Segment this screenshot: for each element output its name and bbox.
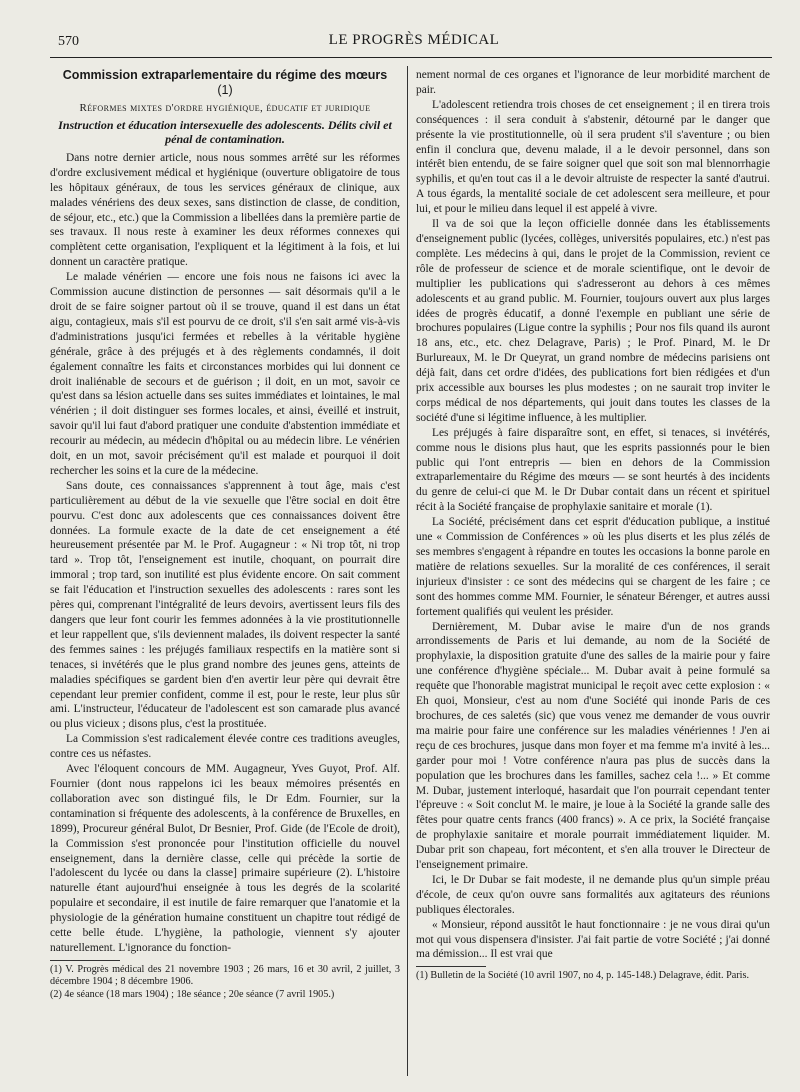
paragraph: nement normal de ces organes et l'ignorance de leur morbidité marchent de pair. xyxy=(416,69,770,96)
article-title-note: (1) xyxy=(217,83,233,97)
column-divider xyxy=(407,66,408,1076)
article-title-text: Commission extraparlementaire du régime des mœurs xyxy=(62,68,388,82)
paragraph: Dernièrement, M. Dubar avise le maire d'un de nos grands arrondissements de Paris et lui demande, au nom de la Société de prophylaxie, la disposition gratuite d'une des salles de la mairie pour y faire une conférence d'hygiène spéciale... M. Dubar avait à peine formulé sa requête que l'honorable magistrat municipal le reçoit avec cette explosion : « Eh quoi, Monsieur, c'est au nom d'une Société qui inonde Paris de ces brochures, de ces saletés (sic) que vous venez me demander de vous ouvrir ma mairie pour faire une conférence sur les maladies vénériennes ! J'en ai reçu de ces brochures, jusque dans mon foyer et ma femme m'a invité à les... garder pour moi ! Votre conférence n'aura pas plus de succès dans la population que les brochures dans les familles, sachez cela !... » Et comme M. Dubar, justement interloqué, hasardait que l'on pourrait cependant tenter l'épreuve : « Soit conclut M. le maire, je loue à la Société la grande salle des fêtes pour quatre cents francs (400 francs) ». A ce prix, la Société française de prophylaxie sanitaire et morale pourrait immédiatement liquider. M. Dubar prit son chapeau, fort mécontent, et s'en alla trouver le Directeur de l'enseignement primaire. xyxy=(416,620,770,872)
footnote: (1) V. Progrès médical des 21 novembre 1903 ; 26 mars, 16 et 30 avril, 2 juillet, 3 décembre 1904 ; 8 décembre 1906. xyxy=(50,963,400,988)
footnote-rule xyxy=(50,960,120,961)
footnote: (2) 4e séance (18 mars 1904) ; 18e séance ; 20e séance (7 avril 1905.) xyxy=(50,989,335,1001)
paragraph: L'adolescent retiendra trois choses de cet enseignement ; il en tirera trois conséquences : il sera conduit à s'abstenir, détourné par le danger que présente la vie prostitutionnelle, où il sera prudent s'il s'aventure ; ou bien enfin il conclura que, devenu malade, il a le devoir personnel, dans son intérêt bien entendu, de se faire soigner quel que soit son mal blennorrhagie syphilis, et qu'en tout cas il a le devoir altruiste de respecter la santé d'autrui. A tous égards, la mentalité sociale de cet adolescent sera meilleure, et pour lui, et pour le milieu dans lequel il est appelé à vivre. xyxy=(416,98,770,216)
footnote-rule xyxy=(416,966,486,967)
paragraph: Le malade vénérien — encore une fois nous ne faisons ici avec la Commission aucune distinction de personnes — sait désormais qu'il a le droit de se faire soigner partout où il se trouve, quand il est dans un état aigu, contagieux, mais s'il est pourvu de ce droit, s'il s'en sait armé vis-à-vis d'administrations jusqu'ici fermées et rebelles à la véritable hygiène générale, grâce à des préjugés et à des règlements condamnés, il doit également connaître les faits et circonstances morbides qui lui donnent ce droit inaliénable de secours et de guérison ; il doit, en un mot, savoir ce qu'est dans sa lésion actuelle dans ses suites immédiates et lointaines, le mal vénérien ; il doit distinguer ses formes locales, et ainsi, éveillé et instruit, savoir qu'il lui faut d'abord pratiquer une conduite d'abstention immédiate et recourir au médecin, au médecin d'hôpital ou au médecin libre. Le vénérien doit, en un mot, savoir précisément qu'il est malade et pourquoi il doit rechercher les soins et la cure de la médecine. xyxy=(50,271,400,477)
article-title xyxy=(50,68,400,98)
paragraph: La Société, précisément dans cet esprit d'éducation publique, a institué une « Commission de Conférences » où les plus diserts et les plus zélés de ses membres s'engagent à répandre en toutes les occasions la bonne parole en matière de relations sexuelles. Sur la moralité de ces conférences, il serait injurieux d'insister : ce sont des médecins qui se chargent de les faire ; ce sont des hommes comme MM. Fournier, le sénateur Bérenger, et autres aussi fortement qualifiés qui veulent les présider. xyxy=(416,516,770,618)
paragraph: « Monsieur, répond aussitôt le haut fonctionnaire : je ne vous dirai qu'un mot qui vous dispensera d'insister. J'ai fait partie de votre Société ; j'ai donné ma démission... Il est vrai que xyxy=(416,918,770,961)
paragraph: Dans notre dernier article, nous nous sommes arrêté sur les réformes d'ordre exclusivement médical et hygiénique (ouverture obligatoire de tous les hôpitaux généraux, de tous les services généraux de clinique, aux malades vénériens des deux sexes, sans distinction de classe, de condition, de séjour, etc., etc.) que la Commission a libellées dans la première partie de ses travaux. Il nous reste à examiner les deux réformes connexes qui complètent cette organisation, l'expliquent et la légitiment à la fois, et lui donnent un caractère pratique. xyxy=(50,151,400,269)
page-number: 570 xyxy=(58,34,79,49)
article-subhead: Instruction et éducation intersexuelle des adolescents. Délits civil et pénal de contamination. xyxy=(58,117,392,147)
running-title: LE PROGRÈS MÉDICAL xyxy=(328,32,500,48)
paragraph: Il va de soi que la leçon officielle donnée dans les établissements d'enseignement public (lycées, collèges, universités populaires, etc.) n'est pas complète. Les médecins à qui, dans le projet de la Commission, revient ce rôle de professeur de science et de morale scientifique, ont le devoir de multiplier les publications qui s'adresseront au dehors à ces mêmes adolescents et au grand public. M. Fournier, toujours ouvert aux plus larges idées de progrès éducatif, a donné l'exemple en publiant une série de brochures populaires (Ligue contre la syphilis ; Pour nos fils quand ils auront 18 ans, etc., etc. chez Delagrave, Paris) ; le Prof. Pinard, M. le Dr Burlureaux, M. le Dr Queyrat, un grand nombre de médecins parisiens ont déjà fait, dans cet ordre d'idées, des publications fort bien rédigées et d'un prix accessible aux bourses les plus modestes ; on ne saurait trop inviter le corps médical de nos départements, qui jouit dans toutes les classes de la société d'une si légitime influence, à les multiplier. xyxy=(416,218,770,424)
header-rule xyxy=(50,57,772,58)
footnote: (1) Bulletin de la Société (10 avril 1907, no 4, p. 145-148.) Delagrave, édit. Paris. xyxy=(416,970,749,982)
paragraph: Les préjugés à faire disparaître sont, en effet, si tenaces, si invétérés, comme nous le disions plus haut, que les esprits passionnés pour le bien public qui l'ont entrepris — bien en dehors de la Commission extraparlementaire du Régime des mœurs — se sont heurtés à des incidents du genre de celui-ci que M. le Dr Dubar contait dans un récent et spirituel récit à la Société française de prophylaxie sanitaire et morale (1). xyxy=(416,426,770,514)
paragraph: La Commission s'est radicalement élevée contre ces traditions aveugles, contre ces us néfastes. xyxy=(50,733,400,761)
paragraph: Sans doute, ces connaissances s'apprennent à tout âge, mais c'est particulièrement au début de la vie sexuelle que l'être social en doit être pourvu. C'est donc aux adolescents que ces connaissances doivent être données. La formule exacte de la date de cet enseignement a été heureusement présentée par M. le Prof. Augagneur : « Ni trop tôt, ni trop tard ». Trop tôt, l'enseignement est inutile, choquant, on pourrait dire immoral ; trop tard, son inutilité est plus évidente encore. On sait comment se fait l'éducation et l'instruction sexuelles des adolescents : rares sont les pères qui, comprenant l'intégralité de leurs devoirs, avertissent leurs fils des dangers que leur font courir les femmes adonnées à la vie prostitutionnelle et leur rappellent que, s'ils deviennent malades, ils doivent respecter la santé des femmes saines : les préjugés familiaux respectifs en la matière sont si tenaces, si invétérés que le plus grand nombre des jeunes gens, atteints de maladies spécifiques se gardent bien d'en avertir leur père qui devrait être cependant leur premier confident, comme il est, pour le reste, leur plus sûr ami. L'instructeur, l'éducateur de l'adolescent est son camarade plus avancé ou plus vicieux ; disons plus, c'est la prostituée. xyxy=(50,479,400,731)
left-column xyxy=(50,68,400,1002)
article-subtitle: Réformes mixtes d'ordre hygiénique, éducatif et juridique xyxy=(79,102,371,114)
paragraph: Avec l'éloquent concours de MM. Augagneur, Yves Guyot, Prof. Alf. Fournier (dont nous rappelons ici les beaux mémoires présentés en collaboration avec son distingué fils, le Dr Edm. Fournier, sur la contamination si fréquente des adolescents, à la conférence de Bruxelles, en 1899), Procureur général Bulot, Dr Besnier, Prof. Gide (de l'Ecole de droit), la Commission s'est prononcée pour l'institution officielle du nouvel enseignement, dans la dernière classe, celle qui précède la sortie de l'adolescent du lycée ou dans la classe] primaire supérieure (2). L'histoire naturelle étant aujourd'hui enseignée à tous les degrés de la scolarité populaire et secondaire, il est inutile de faire remarquer que l'anatomie et la physiologie de la génération humaine constituent un chapitre tout rédigé de cette belle étude. L'hygiène, la pathologie, viennent s'y ajouter naturellement. L'ignorance du fonction- xyxy=(50,763,400,954)
paragraph: Ici, le Dr Dubar se fait modeste, il ne demande plus qu'un simple préau d'école, de ceux qu'on ouvre sans formalités aux agitateurs des réunions publiques électorales. xyxy=(416,873,770,916)
right-column xyxy=(416,68,770,983)
page-header xyxy=(58,28,770,52)
